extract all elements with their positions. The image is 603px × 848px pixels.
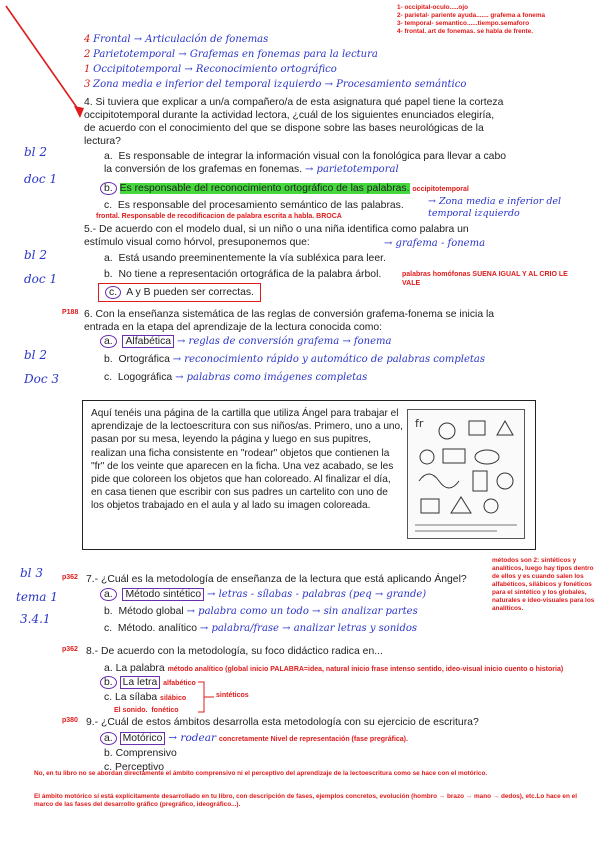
q7-c-text: Método. analítico bbox=[117, 623, 197, 634]
q8-b-circle: b. bbox=[100, 676, 117, 689]
hw-num: 3 bbox=[84, 79, 91, 90]
q6-page-ref: P188 bbox=[62, 309, 79, 316]
q7-b-text: Método global bbox=[118, 606, 184, 617]
q5-side-doc: doc 1 bbox=[24, 272, 58, 286]
hw-num: 4 bbox=[84, 34, 91, 45]
q7-option-c: c. Método. analítico → palabra/frase → analizar letras y sonidos bbox=[104, 623, 418, 634]
cartilla-image bbox=[407, 409, 525, 539]
q4-b-note: occipitotemporal bbox=[412, 186, 469, 193]
handwritten-list bbox=[84, 32, 524, 92]
q9-a-red: concretamente Nivel de representación (fase pregráfica). bbox=[218, 736, 408, 743]
hw-item bbox=[84, 62, 524, 77]
q9-a-circle: a. bbox=[100, 732, 117, 745]
q5-stem: 5.- De acuerdo con el modelo dual, si un niño o una niña identifica como palabra un estímulo visual como hórvol, presuponemos que: bbox=[84, 224, 469, 248]
q7-page-ref: p362 bbox=[62, 574, 78, 581]
q6-option-a bbox=[100, 335, 570, 348]
q5-option-a: a. Está usando preeminentemente la vía subléxica para leer. bbox=[104, 253, 386, 264]
q8-b-text: La letra bbox=[120, 676, 161, 689]
q4-option-a: a. Es responsable de integrar la información visual con la fonológica para llevar a cabo la conversión de los grafemas en fonemas. → parietotemporal bbox=[104, 151, 507, 175]
q6-b-text: Ortográfica bbox=[118, 354, 170, 365]
q4-c-text: Es responsable del procesamiento semántico de las palabras. bbox=[117, 200, 404, 211]
bottom-note-2: El ámbito motórico sí está explícitamente desarrollado en tu libro, con descripción de fases, ejemplos concretos, evolución (hombro → brazo → mano → dedos), etc.Lo hace en el marco de las fases del desarrollo gráfico (pregráfico, ideográfico...). bbox=[34, 793, 577, 808]
note-line: 3- temporal- semantico......tiempo.semaforo bbox=[397, 20, 530, 27]
hw-item bbox=[84, 47, 524, 62]
q8-option-b bbox=[100, 676, 196, 690]
q7-a-note: → letras - sílabas - palabras (peq → grande) bbox=[207, 589, 427, 600]
q4-option-b bbox=[100, 182, 580, 196]
q5-side-bl: bl 2 bbox=[24, 248, 47, 262]
q8-page-ref: p362 bbox=[62, 646, 78, 653]
q4-side-doc: doc 1 bbox=[24, 172, 58, 186]
q6-option-c: c. Logográfica → palabras como imágenes completas bbox=[104, 372, 368, 383]
q8-stem: 8.- De acuerdo con la metodología, su foco didáctico radica en... bbox=[86, 646, 383, 657]
q4-frontal-note: frontal. Responsable de recodificacion de palabra escrita a habla. BROCA bbox=[96, 213, 342, 220]
hw-num: 1 bbox=[84, 64, 91, 75]
q9-page-ref: p380 bbox=[62, 717, 78, 724]
q4-a-text: Es responsable de integrar la información visual con la fonológica para llevar a cabo la conversión de los grafemas en fonemas. bbox=[104, 151, 507, 175]
q6-option-b: b. Ortográfica → reconocimiento rápido y automático de palabras completas bbox=[104, 354, 486, 365]
svg-text:fr: fr bbox=[415, 417, 424, 430]
q8-a-text: La palabra bbox=[115, 663, 165, 674]
q7-a-circle: a. bbox=[100, 588, 117, 601]
hw-text: Occipitotemporal → Reconocimiento ortográfico bbox=[93, 64, 337, 75]
q7-side-bl: bl 3 bbox=[20, 566, 43, 580]
q8-c-text: La sílaba bbox=[114, 692, 158, 703]
q6-side-bl: bl 2 bbox=[24, 348, 47, 362]
q6-a-text: Alfabética bbox=[122, 335, 174, 348]
q5-b-text: No tiene a representación ortográfica de la palabra árbol. bbox=[118, 269, 382, 280]
q9-b-text: Comprensivo bbox=[115, 748, 177, 759]
q8-option-c: c. La sílaba silábico bbox=[104, 692, 187, 703]
q5-option-c bbox=[98, 283, 261, 302]
q5-c-text: A y B pueden ser correctas. bbox=[126, 287, 254, 298]
q8-b-note: alfabético bbox=[163, 680, 196, 687]
q6-a-circle: a. bbox=[100, 335, 117, 348]
q7-side-tema: tema 1 bbox=[16, 590, 58, 604]
q7-option-a bbox=[100, 588, 520, 601]
red-arrow bbox=[0, 0, 90, 130]
passage-text: Aquí tenéis una página de la cartilla que utiliza Ángel para trabajar el aprendizaje de la lectoescritura con sus niños/as. Primero, uno a uno, pasan por su mesa, leyendo la página y luego en sus pupitres, realizan una ficha consistente en "rodear" objetos que contienen la "fr" de los veinte que aparecen en la ficha. Una vez acabado, se les pide que coloreen los objetos que han coloreado. Al finalizar el día, en casa tienen que escribir con sus padres un cartelito con uno de los objetos trabajado en el aula y al lado su imagen coloreada. bbox=[91, 408, 403, 512]
q9-option-a bbox=[100, 732, 580, 746]
q6-c-text: Logográfica bbox=[117, 372, 173, 383]
q6-side-doc: Doc 3 bbox=[24, 372, 60, 386]
q9-option-b: b. Comprensivo bbox=[104, 748, 177, 759]
q8-a-note: método analítico (global inicio PALABRA=idea, natural inicio frase intenso sentido, ideo-visual inicio cuento o historia) bbox=[167, 666, 564, 673]
hw-text: Parietotemporal → Grafemas en fonemas para la lectura bbox=[93, 49, 378, 60]
q8-bracket bbox=[196, 680, 216, 714]
q9-option-c: c. Perceptivo bbox=[104, 762, 165, 773]
q7-b-note: → palabra como un todo → sin analizar partes bbox=[186, 606, 418, 617]
bottom-note-1: No, en tu libro no se abordan directamente el ámbito comprensivo ni el perceptivo del aprendizaje de la lectoescritura como se hace con el motórico. bbox=[34, 770, 488, 777]
q7-a-text: Método sintético bbox=[122, 588, 204, 601]
hw-item bbox=[84, 77, 524, 92]
q6-b-note: → reconocimiento rápido y automático de palabras completas bbox=[172, 354, 486, 365]
q5-b-note: palabras homófonas SUENA IGUAL Y AL CRIO LE VALE bbox=[402, 271, 568, 287]
note-line: 2- parietal- pariente ayuda....... grafema a fonema bbox=[397, 12, 546, 19]
q6-c-note: → palabras como imágenes completas bbox=[175, 372, 368, 383]
hw-item bbox=[84, 32, 524, 47]
q4-c-note: → Zona media e inferior del temporal izquierdo bbox=[428, 196, 562, 219]
q9-stem: 9.- ¿Cuál de estos ámbitos desarrolla esta metodología con su ejercicio de escritura? bbox=[86, 717, 479, 728]
hw-num: 2 bbox=[84, 49, 91, 60]
q5-c-circle: c. bbox=[105, 286, 121, 299]
q4-stem: 4. Si tuviera que explicar a un/a compañero/a de esta asignatura qué papel tiene la corteza occipitotemporal durante la actividad lectora, ¿cuál de los siguientes enunciados elegiría, de acuerdo con el conocimiento del que se dispone sobre las bases neurológicas de la lectura? bbox=[84, 97, 504, 147]
q5-a-text: Está usando preeminentemente la vía subléxica para leer. bbox=[118, 253, 386, 264]
q5-stem-note: → grafema - fonema bbox=[384, 238, 486, 249]
q4-option-c: c. Es responsable del procesamiento semántico de las palabras. bbox=[104, 200, 404, 211]
q6-a-note: → reglas de conversión grafema → fonema bbox=[176, 336, 392, 347]
q9-c-text: Perceptivo bbox=[114, 762, 165, 773]
note-line: 1- occipital-oculo.....ojo bbox=[397, 4, 469, 11]
passage-box bbox=[82, 400, 536, 550]
q4-a-note: → parietotemporal bbox=[305, 164, 399, 175]
q5-option-b: b. No tiene a representación ortográfica de la palabra árbol. bbox=[104, 269, 382, 280]
q7-side-num: 3.4.1 bbox=[20, 612, 51, 626]
q9-a-text: Motórico bbox=[120, 732, 166, 745]
q7-c-note: → palabra/frase → analizar letras y sonidos bbox=[199, 623, 418, 634]
note-line: 4- frontal. art de fonemas. se habla de frente. bbox=[397, 28, 534, 35]
q8-bracket-note: sintéticos bbox=[216, 692, 249, 699]
q8-sonido-note: fonético bbox=[151, 707, 179, 714]
q4-b-text: Es responsable del reconocimiento ortográfico de las palabras. bbox=[119, 183, 410, 194]
q8-sonido bbox=[114, 707, 179, 714]
hw-text: Frontal → Articulación de fonemas bbox=[93, 34, 269, 45]
q8-option-a: a. La palabra método analítico (global inicio PALABRA=idea, natural inicio frase intenso sentido, ideo-visual inicio cuento o historia) bbox=[104, 663, 564, 674]
hw-text: Zona media e inferior del temporal izquierdo → Procesamiento semántico bbox=[93, 79, 467, 90]
q8-c-note: silábico bbox=[160, 695, 187, 702]
q7-stem: 7.- ¿Cuál es la metodología de enseñanza de la lectura que está aplicando Ángel? bbox=[86, 574, 467, 585]
q7-option-b: b. Método global → palabra como un todo → sin analizar partes bbox=[104, 606, 418, 617]
methods-note: métodos son 2: sintéticos y analíticos, luego hay tipos dentro de ellos y es cuando salen los alfabéticos, silábicos y fonéticos para el sintético y los globales, naturales e ideo-visuales para los analíticos. bbox=[492, 557, 595, 612]
q9-a-note: → rodear bbox=[168, 732, 216, 744]
q4-b-circle: b. bbox=[100, 182, 117, 195]
q8-sonido-text: El sonido. bbox=[114, 707, 148, 714]
q4-side-bl: bl 2 bbox=[24, 145, 47, 159]
q6-stem: 6. Con la enseñanza sistemática de las reglas de conversión grafema-fonema se inicia la entrada en la etapa del aprendizaje de la lectura conocida como: bbox=[84, 309, 495, 333]
